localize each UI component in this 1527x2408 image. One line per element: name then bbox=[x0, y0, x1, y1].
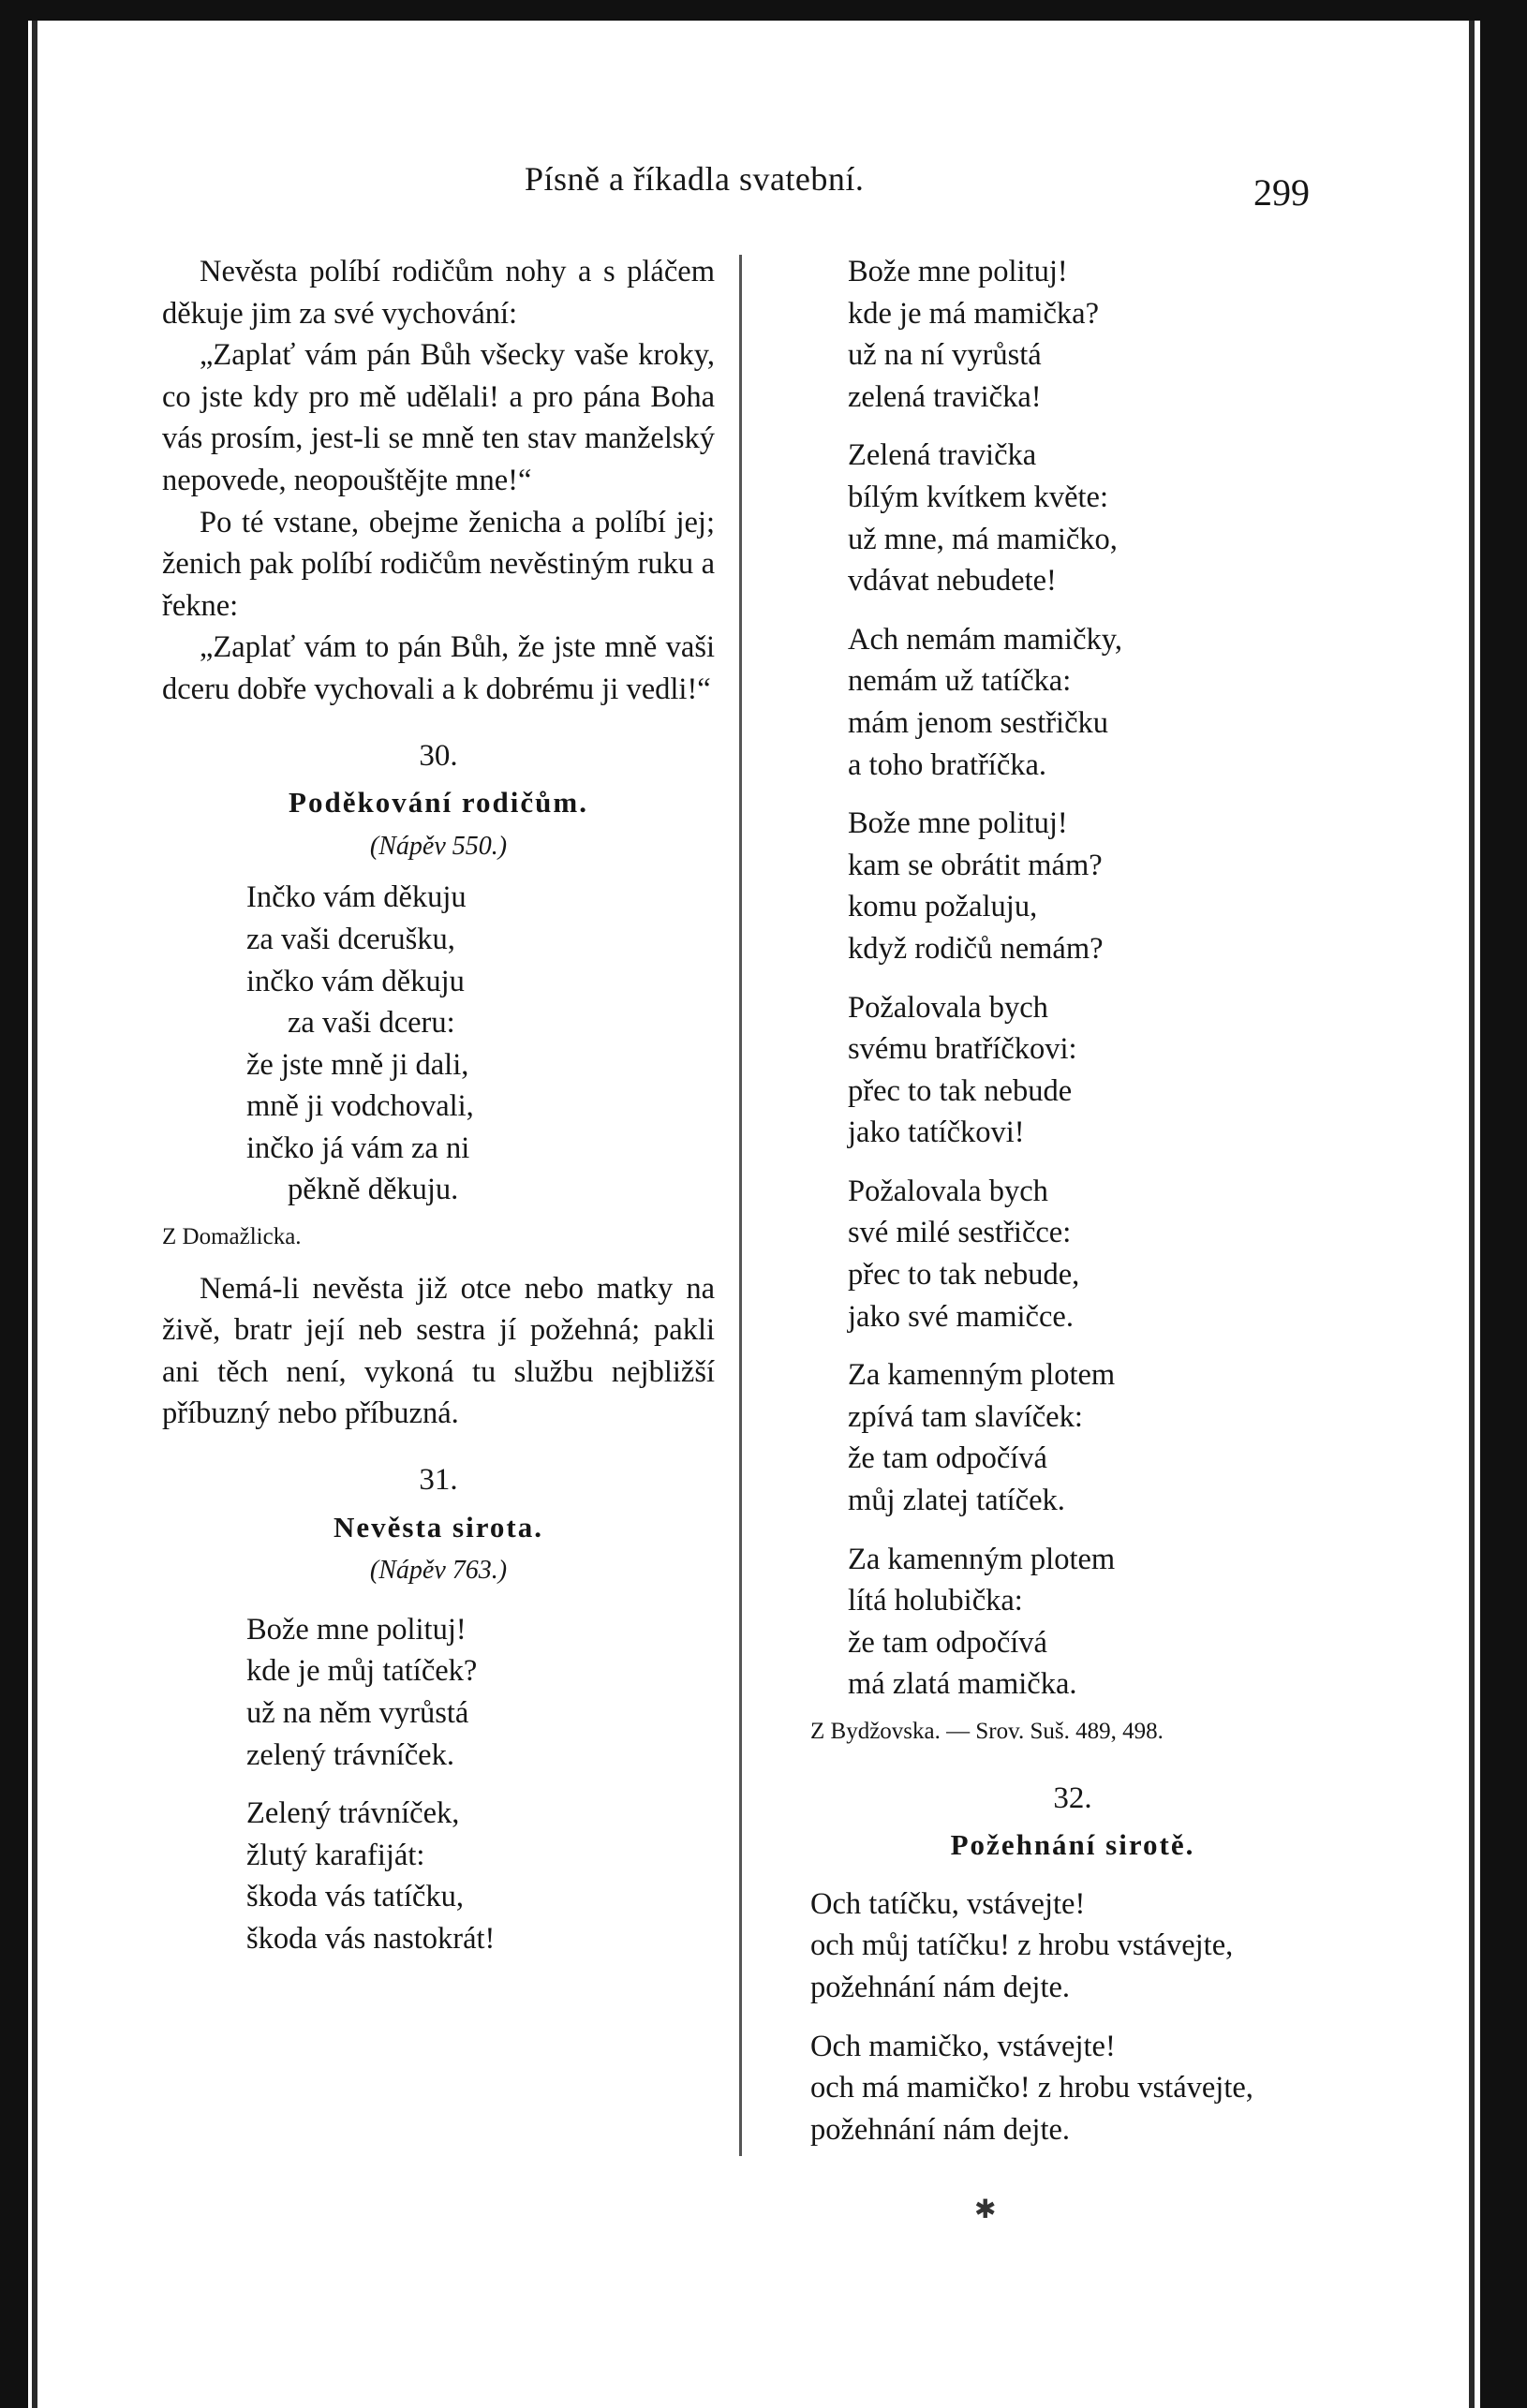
verse-line: inčko já vám za ni bbox=[246, 1130, 470, 1165]
verse-line: Zelená travička bbox=[848, 438, 1037, 473]
end-ornament: ✱ bbox=[974, 2195, 997, 2224]
song-stanza bbox=[810, 619, 1335, 786]
song-source: Z Bydžovska. — Srov. Suš. 489, 498. bbox=[810, 1719, 1164, 1744]
verse-line: škoda vás nastokrát! bbox=[246, 1921, 496, 1956]
verse-line: už mne, má mamičko, bbox=[848, 522, 1118, 556]
verse-line: že tam odpočívá bbox=[848, 1441, 1047, 1476]
verse-line: svému bratříčkovi: bbox=[848, 1032, 1077, 1067]
verse-line: Inčko vám děkuju bbox=[246, 880, 467, 915]
verse-line: žlutý karafiját: bbox=[246, 1838, 425, 1872]
song-stanza bbox=[810, 987, 1335, 1154]
verse-line: zpívá tam slavíček: bbox=[848, 1399, 1083, 1434]
song-tune: (Nápěv 763.) bbox=[369, 1556, 508, 1586]
verse-line: Ach nemám mamičky, bbox=[848, 622, 1123, 657]
song-title: Požehnání sirotě. bbox=[950, 1828, 1195, 1862]
verse-line: přec to tak nebude, bbox=[848, 1258, 1080, 1293]
song-tune: (Nápěv 550.) bbox=[369, 831, 508, 861]
song-stanza bbox=[810, 1354, 1335, 1521]
song-number: 31. bbox=[419, 1463, 458, 1498]
verse-line: zelená travička! bbox=[848, 379, 1042, 414]
song-stanza bbox=[162, 1609, 715, 1776]
verse-line: své milé sestřičce: bbox=[848, 1216, 1072, 1250]
verse-line: Bože mne polituj! bbox=[848, 806, 1068, 841]
verse-line: och můj tatíčku! z hrobu vstávejte, bbox=[810, 1928, 1234, 1963]
right-column bbox=[810, 251, 1335, 2150]
verse-line: Bože mne polituj! bbox=[848, 255, 1068, 288]
song-number: 30. bbox=[419, 738, 458, 773]
verse-line: mně ji vodchovali, bbox=[246, 1089, 474, 1124]
verse-line: za vaši dcerušku, bbox=[246, 922, 455, 956]
song-stanza bbox=[162, 877, 715, 1211]
verse-line: Za kamenným plotem bbox=[848, 1358, 1116, 1393]
verse-line: a toho bratříčka. bbox=[848, 747, 1047, 782]
column-divider bbox=[739, 255, 742, 2156]
song-title: Poděkování rodičům. bbox=[289, 786, 588, 820]
verse-line: Bože mne polituj! bbox=[246, 1612, 467, 1647]
page-number: 299 bbox=[1253, 171, 1310, 214]
verse-line: že jste mně ji dali, bbox=[246, 1047, 469, 1082]
intro-paragraph: „Zaplať vám to pán Bůh, že jste mně vaši dceru dobře vychovali a k dobrému ji vedli!“ bbox=[162, 630, 715, 706]
intro-paragraph: „Zaplať vám pán Bůh všecky vaše kroky, co jste kdy pro mě udělali! a pro pána Boha vás prosím, jest-li se mně ten stav manželský nepovede, neopouštějte mne!“ bbox=[162, 338, 715, 497]
verse-line: vdávat nebudete! bbox=[848, 564, 1057, 598]
verse-line: kde je můj tatíček? bbox=[246, 1654, 478, 1689]
song-stanza bbox=[810, 251, 1335, 418]
left-column bbox=[162, 251, 715, 1960]
verse-line: požehnání nám dejte. bbox=[810, 2112, 1071, 2147]
song-stanza bbox=[810, 1539, 1335, 1706]
verse-line: už na něm vyrůstá bbox=[246, 1696, 469, 1730]
verse-line: požehnání nám dejte. bbox=[810, 1970, 1071, 2004]
verse-line: jako své mamičce. bbox=[848, 1299, 1074, 1334]
running-title: Písně a říkadla svatební. bbox=[525, 160, 865, 198]
song-stanza bbox=[162, 1793, 715, 1959]
verse-line: Zelený trávníček, bbox=[246, 1796, 460, 1831]
intro-paragraph: Nevěsta políbí rodičům nohy a s pláčem děkuje jim za své vychování: bbox=[162, 255, 715, 331]
song-stanza bbox=[810, 803, 1335, 969]
scan-border-right bbox=[1480, 0, 1527, 2408]
verse-line: Požalovala bych bbox=[848, 1174, 1048, 1208]
verse-line: že tam odpočívá bbox=[848, 1625, 1047, 1660]
verse-line: komu požaluju, bbox=[848, 890, 1038, 924]
verse-line: inčko vám děkuju bbox=[246, 964, 465, 998]
verse-line: zelený trávníček. bbox=[246, 1737, 454, 1772]
verse-line: když rodičů nemám? bbox=[848, 931, 1104, 966]
scan-border-left bbox=[0, 0, 28, 2408]
verse-line: má zlatá mamička. bbox=[848, 1667, 1077, 1702]
song-title: Nevěsta sirota. bbox=[334, 1510, 543, 1544]
song-source: Z Domažlicka. bbox=[162, 1224, 302, 1250]
verse-line: jako tatíčkovi! bbox=[848, 1115, 1025, 1150]
verse-line: kam se obrátit mám? bbox=[848, 848, 1103, 882]
verse-line: přec to tak nebude bbox=[848, 1073, 1073, 1108]
verse-line: Za kamenným plotem bbox=[848, 1542, 1116, 1576]
song-stanza bbox=[810, 2026, 1335, 2151]
verse-line: škoda vás tatíčku, bbox=[246, 1880, 464, 1914]
verse-line: Och tatíčku, vstávejte! bbox=[810, 1886, 1086, 1921]
scan-border-left-inner bbox=[32, 21, 37, 2408]
verse-line: pěkně děkuju. bbox=[288, 1173, 459, 1207]
song-number: 32. bbox=[1053, 1780, 1092, 1815]
verse-line: mám jenom sestřičku bbox=[848, 705, 1108, 740]
scan-border-right-inner bbox=[1469, 21, 1475, 2408]
verse-line: Och mamičko, vstávejte! bbox=[810, 2029, 1116, 2063]
verse-line: kde je má mamička? bbox=[848, 296, 1099, 331]
verse-line: bílým kvítkem květe: bbox=[848, 480, 1109, 514]
intro-paragraph: Po té vstane, obejme ženicha a políbí jej; ženich pak políbí rodičům nevěstiným ruku a řekne: bbox=[162, 505, 715, 623]
song-stanza bbox=[810, 435, 1335, 601]
song-stanza bbox=[810, 1884, 1335, 2009]
scan-border-top bbox=[0, 0, 1527, 21]
verse-line: och má mamičko! z hrobu vstávejte, bbox=[810, 2071, 1253, 2105]
verse-line: Požalovala bych bbox=[848, 990, 1048, 1025]
verse-line: za vaši dceru: bbox=[288, 1006, 455, 1041]
verse-line: můj zlatej tatíček. bbox=[848, 1484, 1065, 1518]
verse-line: už na ní vyrůstá bbox=[848, 338, 1042, 373]
note-paragraph: Nemá-li nevěsta již otce nebo matky na živě, bratr její neb sestra jí požehná; pakli ani těch není, vykoná tu službu nejbližší příbuzný nebo příbuzná. bbox=[162, 1271, 715, 1431]
song-stanza bbox=[810, 1171, 1335, 1337]
verse-line: nemám už tatíčka: bbox=[848, 664, 1072, 699]
verse-line: lítá holubička: bbox=[848, 1584, 1023, 1618]
